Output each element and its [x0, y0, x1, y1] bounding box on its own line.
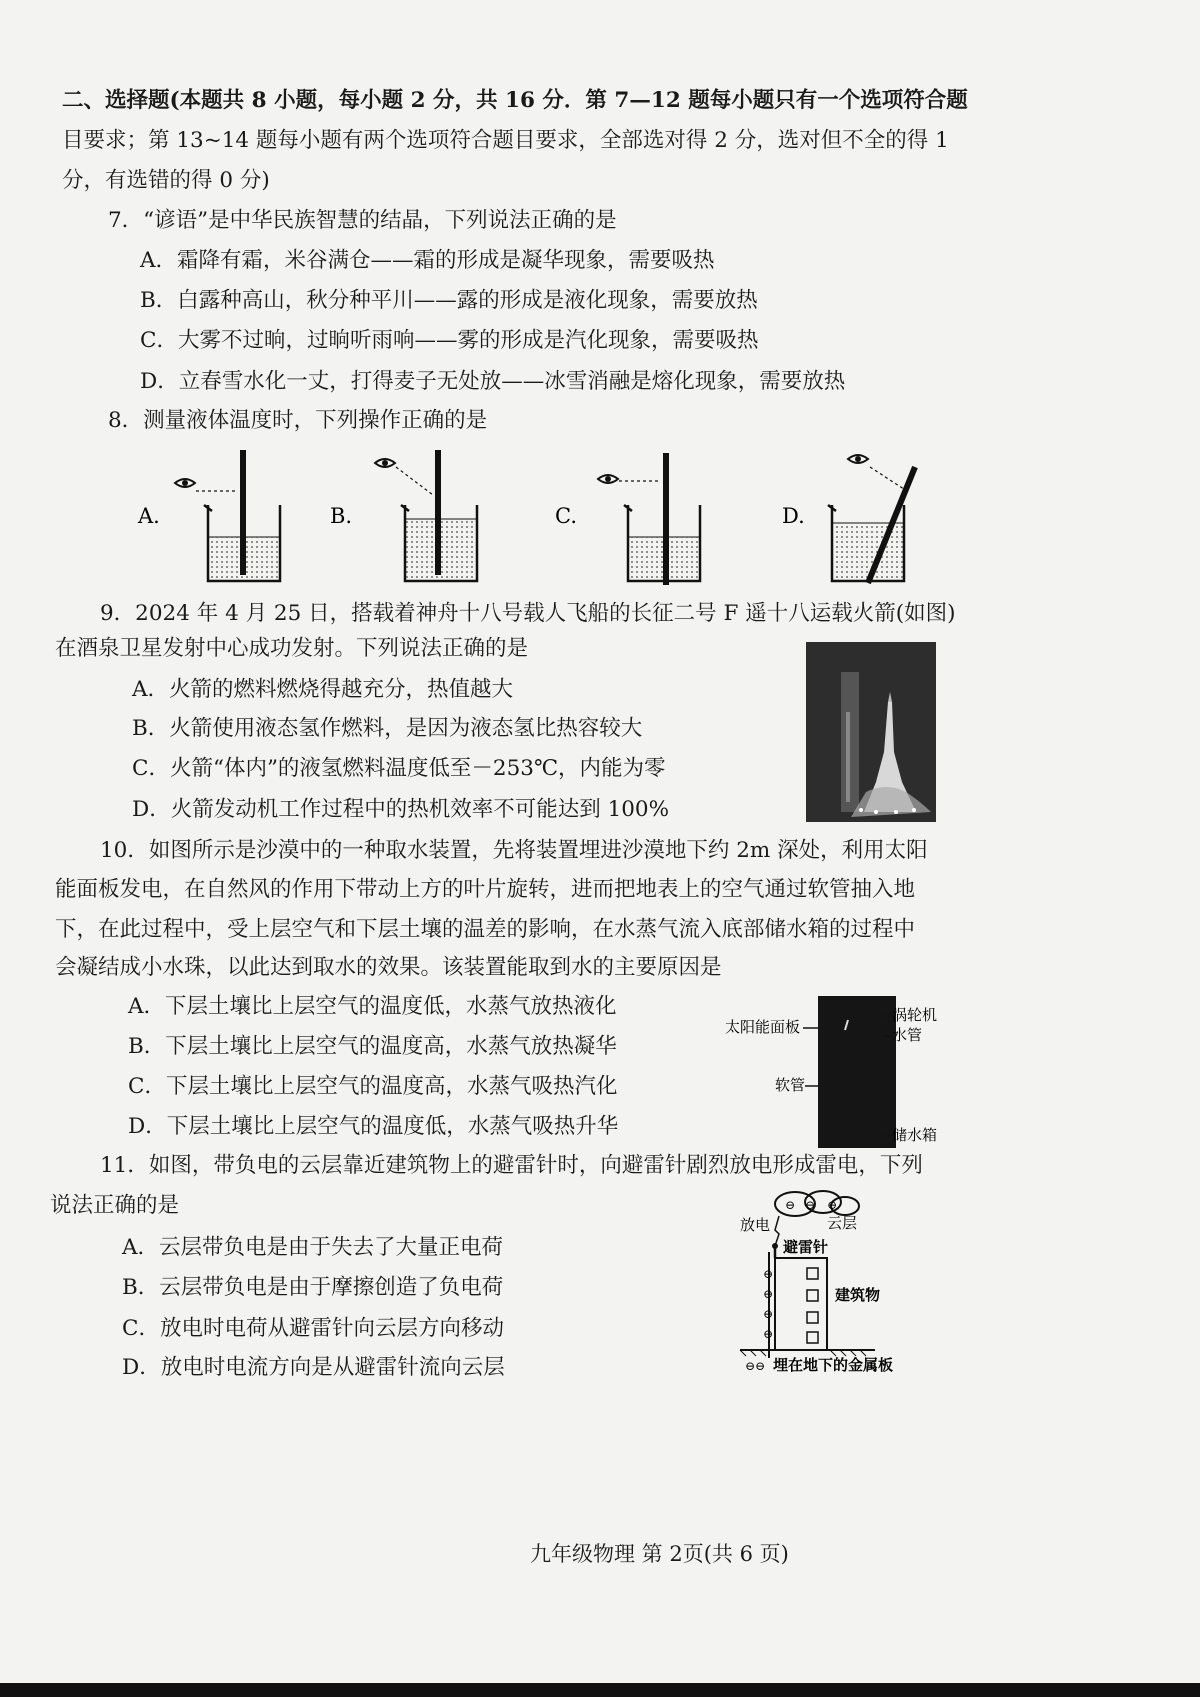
q10-label-tank: 储水箱 — [892, 1126, 938, 1144]
q11-option-d[interactable]: D．放电时电流方向是从避雷针流向云层 — [122, 1355, 505, 1380]
q10-option-c[interactable]: C．下层土壤比上层空气的温度高，水蒸气吸热汽化 — [128, 1074, 618, 1099]
page-footer: 九年级物理 第 2页(共 6 页) — [530, 1542, 789, 1566]
q8-beaker-b[interactable] — [375, 450, 477, 581]
q8-thermometer-figures — [120, 445, 950, 590]
q9-option-d[interactable]: D．火箭发动机工作过程中的热机效率不可能达到 100% — [132, 797, 670, 822]
scan-bottom-edge — [0, 1683, 1200, 1697]
q8-beaker-a[interactable] — [175, 450, 280, 581]
q10-label-turbine: 涡轮机 — [892, 1006, 938, 1024]
svg-text:⊖: ⊖ — [827, 1198, 838, 1212]
q10-label-hose: 软管 — [775, 1076, 806, 1094]
q9-option-a[interactable]: A．火箭的燃料燃烧得越充分，热值越大 — [132, 677, 514, 702]
cloud-icon — [775, 1191, 859, 1216]
svg-text:⊖: ⊖ — [763, 1267, 774, 1281]
q10-label-pipe: 水管 — [892, 1026, 923, 1044]
q8-beaker-d[interactable] — [828, 455, 915, 583]
svg-text:⊖: ⊖ — [763, 1327, 774, 1341]
q7-option-b[interactable]: B．白露种高山，秋分种平川——露的形成是液化现象，需要放热 — [140, 288, 758, 313]
q7-stem: 7．“谚语”是中华民族智慧的结晶，下列说法正确的是 — [108, 208, 617, 233]
q8-beaker-c[interactable] — [598, 453, 700, 585]
q8-label-c: C. — [555, 504, 577, 528]
q11-option-a[interactable]: A．云层带负电是由于失去了大量正电荷 — [122, 1235, 504, 1260]
q11-stem-line2: 说法正确的是 — [50, 1193, 180, 1218]
q10-stem-line3: 下，在此过程中，受上层空气和下层土壤的温差的影响，在水蒸气流入底部储水箱的过程中 — [55, 917, 916, 942]
q9-option-c[interactable]: C．火箭“体内”的液氢燃料温度低至－253℃，内能为零 — [132, 756, 666, 781]
q7-option-a[interactable]: A．霜降有霜，米谷满仓——霜的形成是凝华现象，需要吸热 — [140, 248, 715, 273]
svg-text:⊖: ⊖ — [785, 1198, 796, 1212]
q10-stem-line2: 能面板发电，在自然风的作用下带动上方的叶片旋转，进而把地表上的空气通过软管抽入地 — [55, 877, 916, 902]
section-header-line3: 分，有选错的得 0 分) — [62, 168, 270, 193]
svg-text:⊖⊖: ⊖⊖ — [745, 1359, 766, 1373]
q8-stem: 8．测量液体温度时，下列操作正确的是 — [108, 408, 488, 433]
q8-label-d: D. — [782, 504, 805, 528]
svg-text:⊖: ⊖ — [805, 1198, 816, 1212]
q9-stem-line2: 在酒泉卫星发射中心成功发射。下列说法正确的是 — [55, 636, 529, 661]
q8-label-b: B. — [330, 504, 353, 528]
q10-option-b[interactable]: B．下层土壤比上层空气的温度高，水蒸气放热凝华 — [128, 1034, 617, 1059]
q11-option-c[interactable]: C．放电时电荷从避雷针向云层方向移动 — [122, 1316, 504, 1341]
q11-stem-line1: 11．如图，带负电的云层靠近建筑物上的避雷针时，向避雷针剧烈放电形成雷电，下列 — [100, 1153, 923, 1178]
q11-label-plate: 埋在地下的金属板 — [773, 1356, 894, 1374]
q11-lightning-rod-figure — [735, 1190, 935, 1380]
svg-text:⊖: ⊖ — [763, 1307, 774, 1321]
q7-option-c[interactable]: C．大雾不过晌，过晌听雨响——雾的形成是汽化现象，需要吸热 — [140, 328, 759, 353]
q9-rocket-photo — [806, 642, 936, 822]
q8-label-a: A. — [138, 504, 160, 528]
section-header-line2: 目要求；第 13~14 题每小题有两个选项符合题目要求，全部选对得 2 分，选对但不全的得 1 — [62, 128, 949, 153]
svg-text:⊖: ⊖ — [763, 1287, 774, 1301]
q10-stem-line1: 10．如图所示是沙漠中的一种取水装置，先将装置埋进沙漠地下约 2m 深处，利用太阳 — [100, 838, 928, 863]
q10-option-d[interactable]: D．下层土壤比上层空气的温度低，水蒸气吸热升华 — [128, 1114, 619, 1139]
q10-label-solar: 太阳能面板 — [725, 1018, 801, 1036]
q11-label-rod: 避雷针 — [783, 1238, 829, 1256]
q11-label-building: 建筑物 — [835, 1286, 881, 1304]
q11-label-discharge: 放电 — [740, 1216, 771, 1234]
q7-option-d[interactable]: D．立春雪水化一丈，打得麦子无处放——冰雪消融是熔化现象，需要放热 — [140, 369, 846, 394]
section-header-line1: 二、选择题(本题共 8 小题，每小题 2 分，共 16 分．第 7—12 题每小题只有一个选项符合题 — [62, 88, 968, 113]
q11-label-cloud: 云层 — [827, 1214, 858, 1232]
q10-stem-line4: 会凝结成小水珠，以此达到取水的效果。该装置能取到水的主要原因是 — [55, 955, 722, 980]
q11-option-b[interactable]: B．云层带负电是由于摩擦创造了负电荷 — [122, 1275, 504, 1300]
q10-option-a[interactable]: A．下层土壤比上层空气的温度低，水蒸气放热液化 — [128, 994, 617, 1019]
q9-option-b[interactable]: B．火箭使用液态氢作燃料，是因为液态氢比热容较大 — [132, 716, 643, 741]
q10-water-device-figure — [720, 996, 950, 1148]
q9-stem-line1: 9．2024 年 4 月 25 日，搭载着神舟十八号载人飞船的长征二号 F 遥十八运载火箭(如图) — [100, 601, 956, 626]
